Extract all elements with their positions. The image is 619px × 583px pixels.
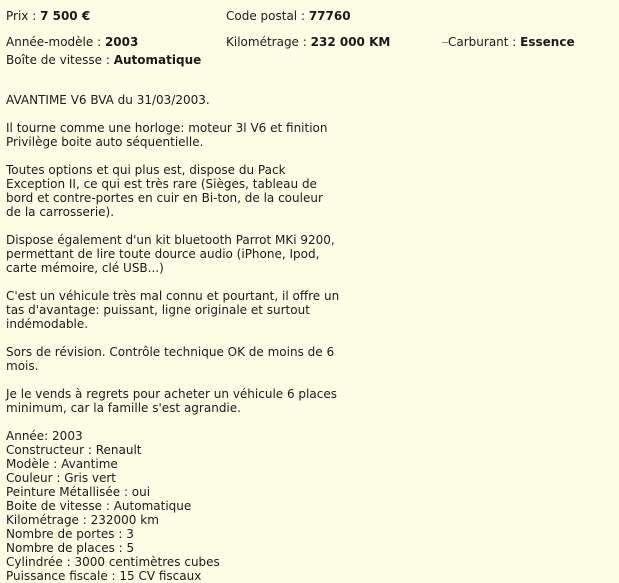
spec-list <box>6 429 366 583</box>
description-paragraph: Il tourne comme une horloge: moteur 3l V6 et finition Privilège boite auto séquentielle. <box>6 121 328 149</box>
mileage-field <box>226 34 390 50</box>
spec-item: Nombre de places : 5 <box>6 541 135 555</box>
gearbox-label: Boîte de vitesse : <box>6 53 114 67</box>
description-paragraph: Dispose également d'un kit bluetooth Parrot MKi 9200, permettant de lire toute dource audio (iPhone, Ipod, carte mémoire, clé USB...) <box>6 233 335 275</box>
gearbox-value: Automatique <box>113 53 202 67</box>
summary-row-2 <box>6 34 606 50</box>
spec-item: Constructeur : Renault <box>6 443 142 457</box>
spec-item: Puissance fiscale : 15 CV fiscaux <box>6 569 202 583</box>
description-paragraph: Sors de révision. Contrôle technique OK de moins de 6 mois. <box>6 345 335 373</box>
fuel-value: Essence <box>520 35 575 49</box>
postal-code-label: Code postal : <box>226 9 309 23</box>
fuel-label: Carburant : <box>448 35 521 49</box>
model-year-label: Année-modèle : <box>6 35 105 49</box>
description-paragraph: Je le vends à regrets pour acheter un véhicule 6 places minimum, car la famille s'est agrandie. <box>6 387 337 415</box>
spec-item: Modèle : Avantime <box>6 457 118 471</box>
description-paragraph: Toutes options et qui plus est, dispose du Pack Exception II, ce qui est très rare (Sièges, tableau de bord et contre-portes en cuir en Bi-ton, de la couleur de la carrosserie). <box>6 163 323 219</box>
spec-item: Nombre de portes : 3 <box>6 527 134 541</box>
postal-code-field <box>226 8 351 24</box>
price-field <box>6 8 90 24</box>
ad-description <box>6 93 366 583</box>
price-value: 7 500 € <box>40 9 91 23</box>
model-year-field <box>6 34 138 50</box>
price-label: Prix : <box>6 9 41 23</box>
summary-row-1 <box>6 8 606 24</box>
spec-item: Cylindrée : 3000 centimètres cubes <box>6 555 220 569</box>
model-year-value: 2003 <box>104 35 139 49</box>
description-paragraph: C'est un véhicule très mal connu et pourtant, il offre un tas d'avantage: puissant, ligne originale et surtout indémodable. <box>6 289 340 331</box>
spec-item: Couleur : Gris vert <box>6 471 117 485</box>
fuel-field <box>442 34 575 50</box>
summary-row-3 <box>6 52 606 68</box>
mileage-value: 232 000 KM <box>310 35 391 49</box>
description-paragraph: AVANTIME V6 BVA du 31/03/2003. <box>6 93 210 107</box>
spec-item: Boite de vitesse : Automatique <box>6 499 192 513</box>
spec-item: Année: 2003 <box>6 429 83 443</box>
postal-code-value: 77760 <box>308 9 351 23</box>
gearbox-field <box>6 52 201 68</box>
spec-item: Peinture Métallisée : oui <box>6 485 151 499</box>
mileage-label: Kilométrage : <box>226 35 311 49</box>
spec-item: Kilométrage : 232000 km <box>6 513 159 527</box>
